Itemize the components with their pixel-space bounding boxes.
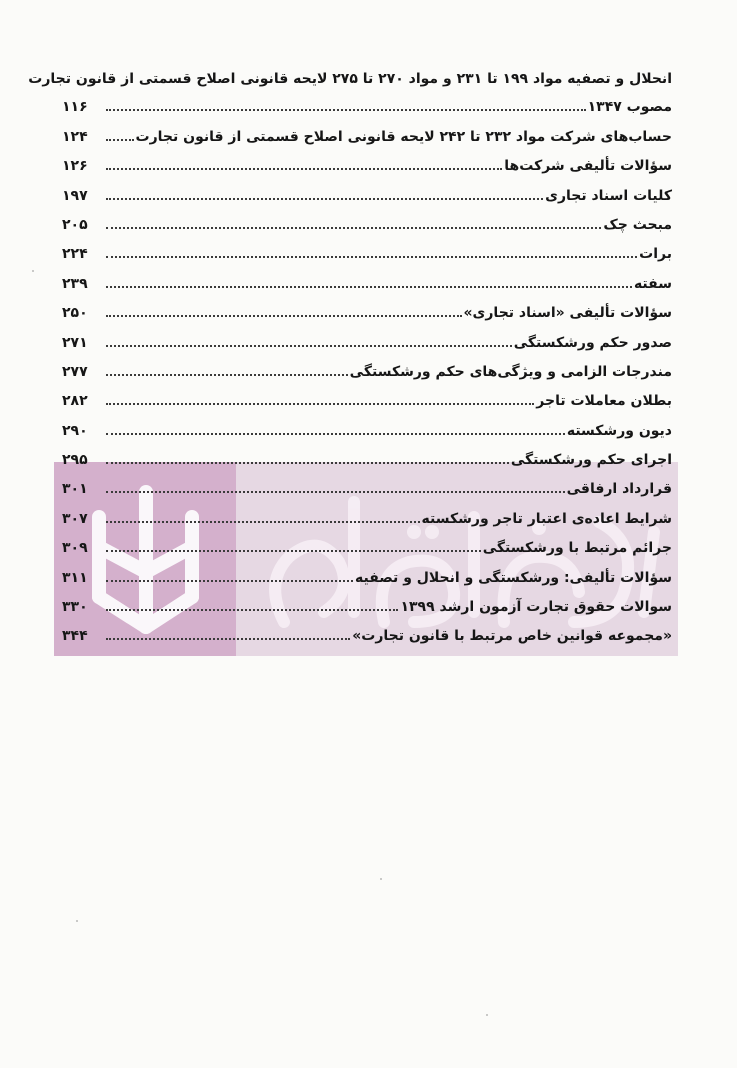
toc-entry-page-number: ۱۱۶ — [62, 99, 88, 116]
toc-entry — [62, 88, 672, 117]
toc-entry-page-number: ۱۲۴ — [62, 128, 88, 145]
toc-entry-page-number: ۲۰۵ — [62, 216, 88, 233]
toc-entry-page-number: ۳۴۴ — [62, 628, 88, 645]
toc-entry-title: سؤالات تألیفی شرکت‌ها — [504, 158, 672, 175]
toc-entry-page-number: ۱۲۶ — [62, 158, 88, 175]
toc-entry-title: سؤالات تألیفی «اسناد تجاری» — [463, 305, 672, 322]
toc-leader-dots — [106, 550, 481, 552]
toc-entry — [28, 66, 672, 88]
toc-entry-title: شرایط اعاده‌ی اعتبار تاجر ورشکسته — [421, 510, 672, 527]
toc-entry — [62, 147, 672, 176]
paper-speck — [486, 1014, 488, 1016]
toc-entry-title: جرائم مرتبط با ورشکستگی — [482, 540, 672, 557]
toc-leader-dots — [106, 286, 632, 288]
toc-entry — [62, 382, 672, 411]
toc-entry-page-number: ۲۷۱ — [62, 334, 88, 351]
toc-entry-page-number: ۲۲۴ — [62, 246, 88, 263]
toc-entry — [62, 264, 672, 293]
toc-entry-title: برات — [639, 246, 672, 263]
paper-speck — [32, 270, 34, 272]
toc-leader-dots — [106, 227, 601, 229]
toc-entry-title: مندرجات الزامی و ویژگی‌های حکم ورشکستگی — [349, 363, 672, 380]
toc-entry — [62, 529, 672, 558]
toc-entry-page-number: ۳۱۱ — [62, 569, 88, 586]
toc-entry-page-number: ۳۰۹ — [62, 540, 88, 557]
toc-leader-dots — [106, 256, 637, 258]
toc-leader-dots — [106, 403, 534, 405]
toc-entry-title: صدور حکم ورشکستگی — [513, 334, 672, 351]
toc-entry — [62, 411, 672, 440]
toc-entry-title: دیون ورشکسته — [566, 422, 672, 439]
toc-entry-title: انحلال و تصفیه مواد ۱۹۹ تا ۲۳۱ و مواد ۲۷۰ تا ۲۷۵ لایحه قانونی اصلاح قسمتی از قانون تجارت — [28, 71, 672, 87]
toc-leader-dots — [106, 109, 586, 111]
toc-leader-dots — [106, 345, 512, 347]
toc-entry-title: مصوب ۱۳۴۷ — [587, 99, 672, 116]
toc-entry — [62, 558, 672, 587]
toc-leader-dots — [106, 462, 509, 464]
toc-leader-dots — [106, 580, 353, 582]
toc-entry-title: اجرای حکم ورشکستگی — [510, 452, 672, 469]
toc-entry-title: بطلان معاملات تاجر — [536, 393, 672, 410]
table-of-contents — [28, 66, 672, 646]
toc-entry — [62, 294, 672, 323]
paper-speck — [380, 878, 382, 880]
toc-entry-page-number: ۲۷۷ — [62, 363, 88, 380]
toc-entry — [62, 206, 672, 235]
toc-entry — [62, 617, 672, 646]
toc-entry-page-number: ۲۵۰ — [62, 305, 88, 322]
toc-entry — [62, 470, 672, 499]
toc-entry-title: کلیات اسناد تجاری — [545, 187, 672, 204]
toc-entry — [62, 499, 672, 528]
toc-entry-title: سفته — [633, 275, 672, 292]
toc-leader-dots — [106, 491, 565, 493]
toc-entry-page-number: ۲۳۹ — [62, 275, 88, 292]
paper-speck — [76, 920, 78, 922]
toc-entry-page-number: ۳۳۰ — [62, 599, 88, 616]
toc-entry — [62, 323, 672, 352]
toc-entry-page-number: ۲۹۰ — [62, 422, 88, 439]
toc-entry-page-number: ۳۰۷ — [62, 510, 88, 527]
toc-entry-page-number: ۲۸۲ — [62, 393, 88, 410]
toc-entry-title: سوالات حقوق تجارت آزمون ارشد ۱۳۹۹ — [400, 599, 672, 616]
toc-entry-page-number: ۲۹۵ — [62, 452, 88, 469]
toc-leader-dots — [106, 139, 134, 141]
toc-entry-page-number: ۱۹۷ — [62, 187, 88, 204]
toc-entry — [62, 353, 672, 382]
toc-leader-dots — [106, 315, 462, 317]
toc-entry — [62, 235, 672, 264]
toc-entry-title: مبحث چک — [603, 216, 672, 233]
toc-leader-dots — [106, 521, 420, 523]
toc-leader-dots — [106, 638, 350, 640]
toc-entry-title: سؤالات تألیفی: ورشکستگی و انحلال و تصفیه — [354, 569, 672, 586]
toc-entry — [62, 441, 672, 470]
toc-leader-dots — [106, 433, 565, 435]
toc-leader-dots — [106, 374, 348, 376]
toc-entry — [62, 176, 672, 205]
toc-entry-title: حساب‌های شرکت مواد ۲۳۲ تا ۲۴۲ لایحه قانونی اصلاح قسمتی از قانون تجارت — [135, 128, 672, 145]
toc-leader-dots — [106, 198, 543, 200]
toc-entry — [62, 588, 672, 617]
toc-entry-title: «مجموعه قوانین خاص مرتبط با قانون تجارت» — [352, 628, 672, 645]
toc-entry — [62, 117, 672, 146]
toc-leader-dots — [106, 168, 502, 170]
toc-entry-page-number: ۳۰۱ — [62, 481, 88, 498]
toc-leader-dots — [106, 609, 398, 611]
toc-entry-title: قرارداد ارفاقی — [566, 481, 672, 498]
